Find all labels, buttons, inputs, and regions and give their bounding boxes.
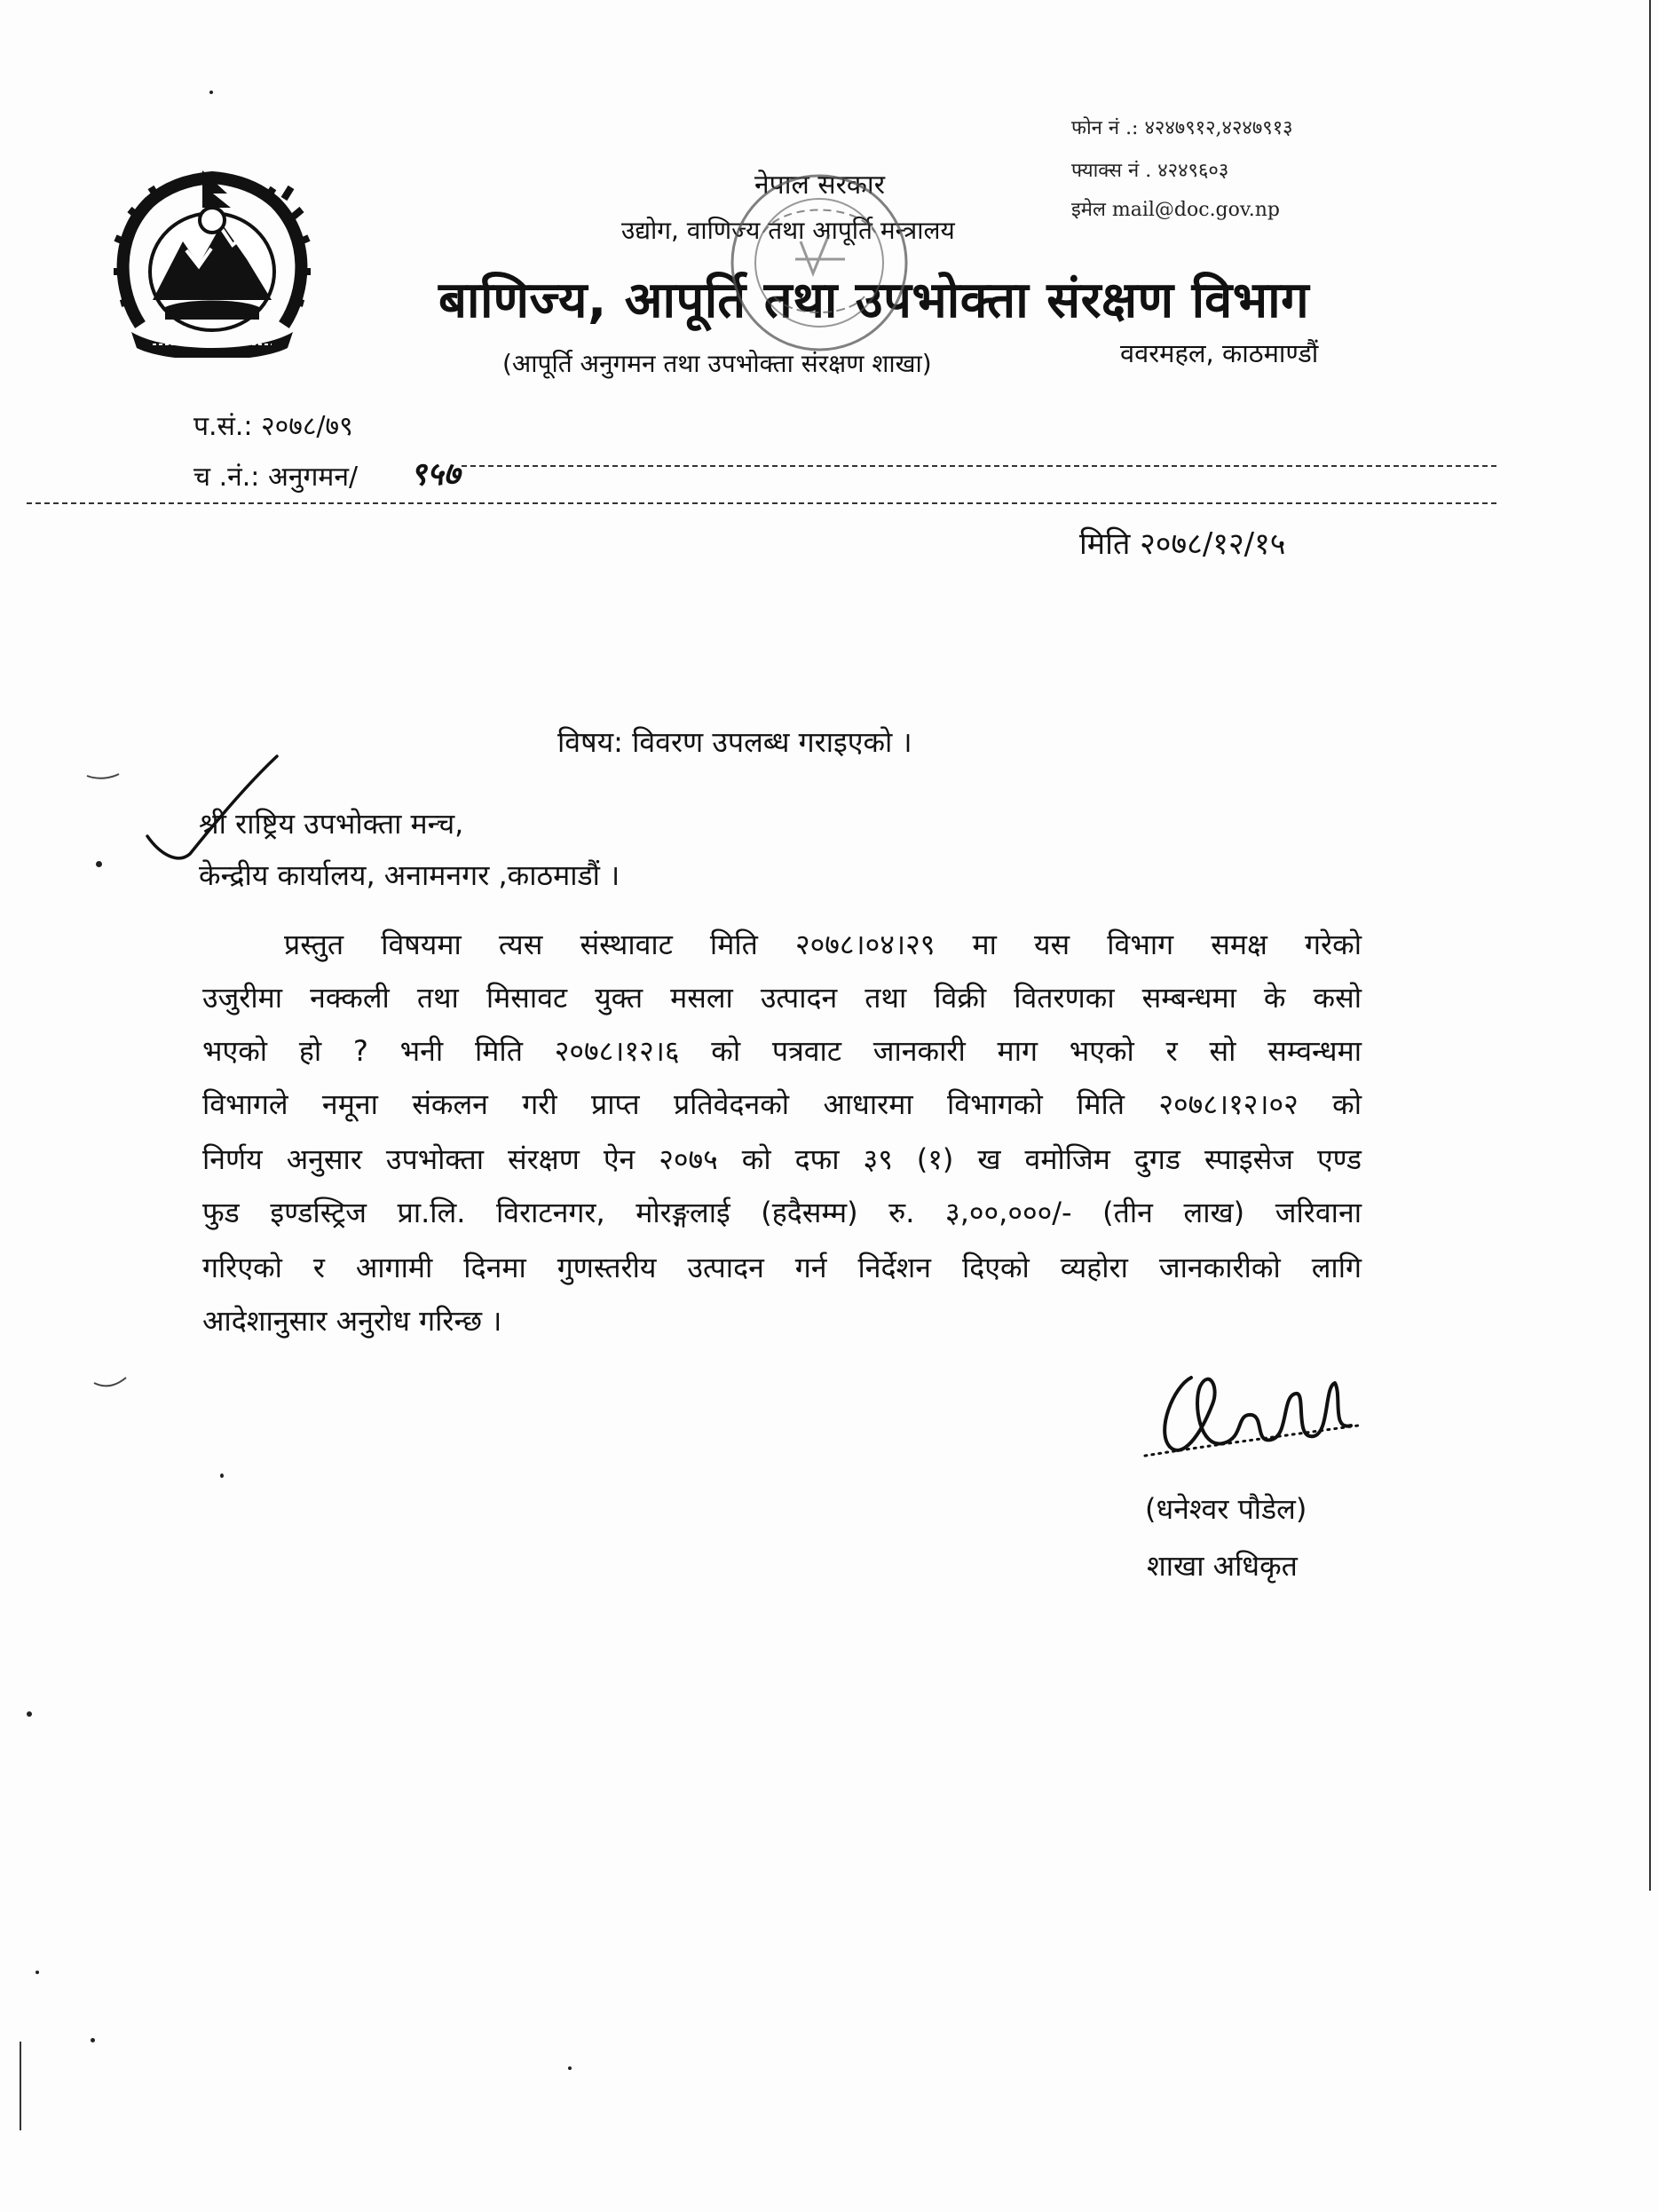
fax-number: फ्याक्स नं . ४२४९६०३ [1071,160,1229,182]
branch-name: (आपूर्ति अनुगमन तथा उपभोक्ता संरक्षण शाखा) [502,349,932,378]
header-divider-right [462,465,1496,467]
email-address: इमेल mail@doc.gov.np [1071,199,1280,221]
body-line: गरिएको र आगामी दिनमा गुणस्तरीय उत्पादन गर्न निर्देशन दिएको व्यहोरा जानकारीको लागि [202,1251,1362,1284]
ministry-name: उद्योग, वाणिज्य तथा आपूर्ति मन्त्रालय [621,216,955,245]
signatory-title: शाखा अधिकृत [1147,1549,1298,1583]
scan-speck [220,1473,224,1478]
scan-speck [91,2038,95,2042]
signature-mark [1138,1351,1362,1472]
scan-speck [209,91,213,94]
letter-date: मिति २०७८/१२/१५ [1079,526,1286,562]
body-line: विभागले नमूना संकलन गरी प्राप्त प्रतिवेदनको आधारमा विभागको मिति २०७८।१२।०२ को [202,1087,1362,1121]
scan-speck [568,2066,572,2070]
letter-number: प.सं.: २०७८/७९ [193,411,353,442]
emblem-logo [114,167,311,358]
body-line: आदेशानुसार अनुरोध गरिन्छ । [202,1304,502,1338]
scan-speck [96,861,102,867]
scan-edge [1649,0,1651,1891]
phone-number: फोन नं .: ४२४७९१२,४२४७९१३ [1071,117,1293,139]
scan-speck [36,1971,39,1974]
dispatch-number-handwritten: ९५७ [410,455,461,493]
subject-line: विषय: विवरण उपलब्ध गराइएको । [557,725,912,759]
header-divider [27,502,1496,504]
body-line: प्रस्तुत विषयमा त्यस संस्थावाट मिति २०७८।०४।२९ मा यस विभाग समक्ष गरेको [284,928,1362,961]
scan-edge [20,2042,21,2130]
body-line: उजुरीमा नक्कली तथा मिसावट युक्त मसला उत्पादन तथा विक्री वितरणका सम्बन्धमा के कसो [202,981,1362,1015]
scan-mark [92,1376,128,1388]
scan-mark [85,770,121,781]
signatory-name: (धनेश्वर पौडेल) [1145,1492,1307,1526]
body-line: भएको हो ? भनी मिति २०७८।१२।६ को पत्रवाट जानकारी माग भएको र सो सम्वन्धमा [202,1034,1362,1068]
addressee-line-1: श्री राष्ट्रिय उपभोक्ता मन्च, [199,807,464,841]
government-name: नेपाल सरकार [754,170,885,201]
addressee-line-2: केन्द्रीय कार्यालय, अनामनगर ,काठमाडौं । [199,858,620,892]
body-line: निर्णय अनुसार उपभोक्ता संरक्षण ऐन २०७५ को दफा ३९ (१) ख वमोजिम दुगड स्पाइसेज एण्ड [202,1142,1362,1176]
seal-stamp [721,167,918,359]
tick-mark [142,751,284,870]
dispatch-number-label: च .नं.: अनुगमन/ [193,462,359,493]
office-location: ववरमहल, काठमाण्डौं [1120,338,1319,368]
department-name: बाणिज्य, आपूर्ति तथा उपभोक्ता संरक्षण विभाग [438,272,1310,329]
scan-speck [27,1711,32,1717]
body-line: फुड इण्डस्ट्रिज प्रा.लि. विराटनगर, मोरङ्गलाई (हदैसम्म) रु. ३,००,०००/- (तीन लाख) जरिवाना [202,1196,1362,1229]
